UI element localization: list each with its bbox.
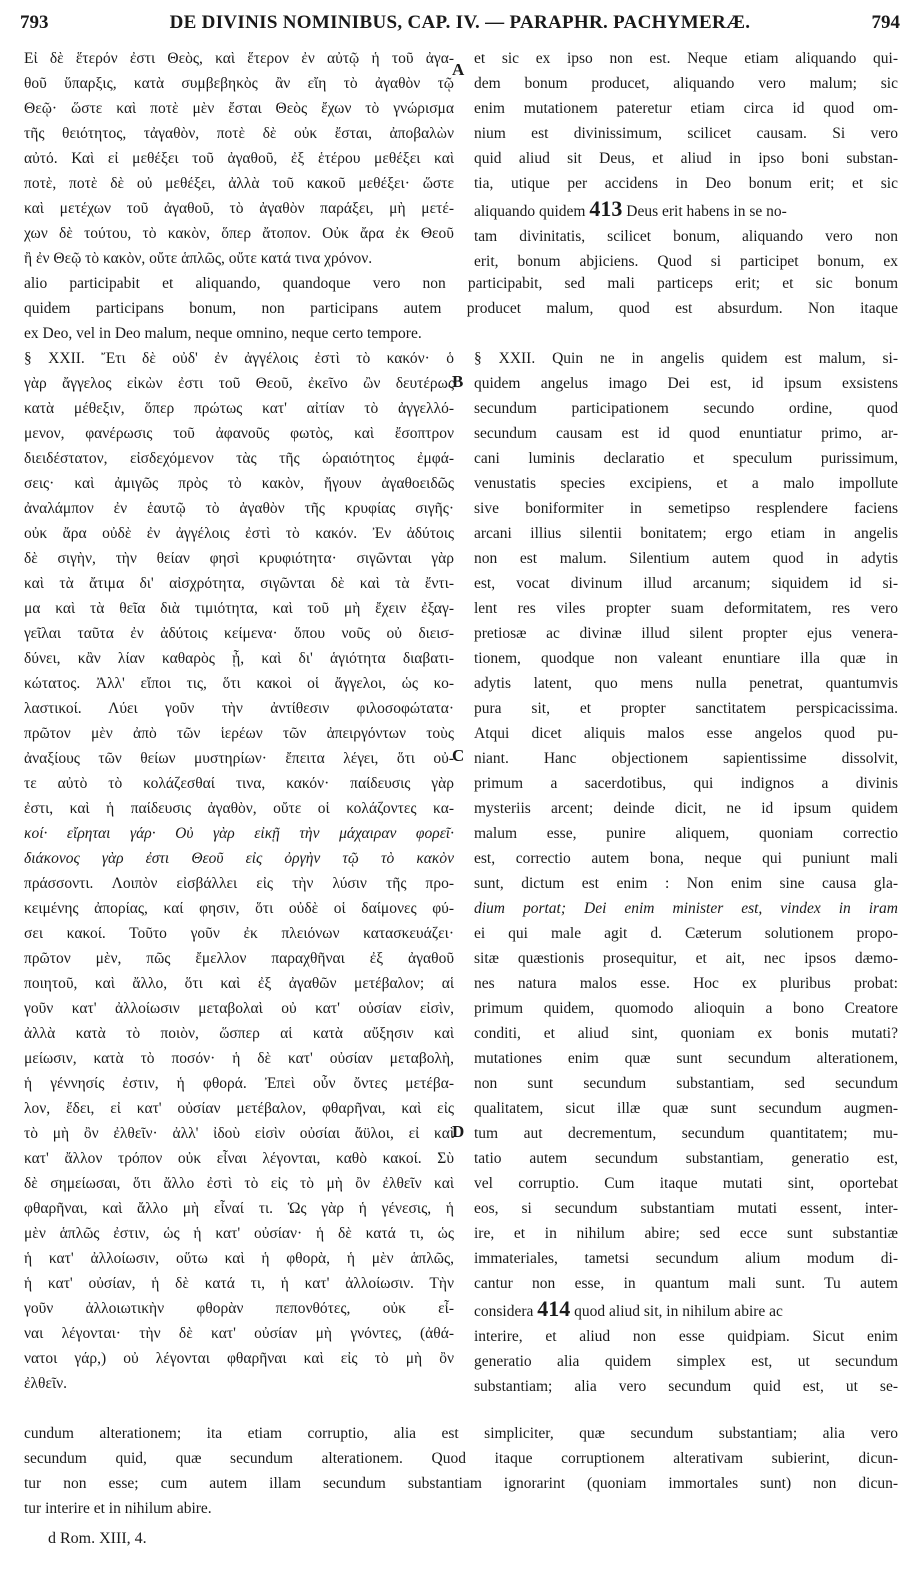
text-line: enim mutationem pateretur etiam circa id quod om- (474, 100, 898, 117)
greek-top-block (24, 46, 454, 271)
text-line: interire, et aliud non esse quidpiam. Sicut enim (474, 1328, 898, 1345)
margin-marker-c: C (452, 746, 465, 765)
text-line: ἢ ἐν Θεῷ τὸ κακὸν, οὔτε ἁπλῶς, οὔτε κατά τινα χρόνον. (24, 250, 373, 267)
text-line: ἐστι, καὶ ἡ παίδευσις ἀγαθὸν, οὔτε οἱ κολάζοντες κα- (24, 800, 454, 817)
text-line: nes natura malos esse. Hoc ex pluribus probat: (474, 975, 898, 992)
text-line: τῆς θειότητος, τἀγαθὸν, ποτὲ δὲ οὐκ ἔσται, ἀποβαλὼν (24, 125, 454, 142)
text-line: venustatis species excipiens, et a malo impollute (474, 475, 898, 492)
text-line: μενον, φανέρωσις τοῦ ἀφανοῦς φωτὸς, καὶ ἔσοπτρον (24, 425, 454, 442)
greek-main-block (24, 346, 454, 1396)
text-line: ποιητοῦ, καὶ ἄλλο, ὅτι καὶ ἐξ ἀγαθῶν μετέβαλον; αἱ (24, 975, 454, 992)
margin-marker-b: B (452, 372, 464, 391)
text-line: est, correctio autem bona, neque qui puniunt mali (474, 850, 898, 867)
column-number-414: 414 (537, 1296, 571, 1321)
text-line: tam divinitatis, scilicet bonum, aliquando vero non (474, 228, 898, 245)
text-line: γοῦν κατ' ἀλλοίωσιν μεταβολαὶ οὐ κατ' οὐσίαν εἰσὶν, (24, 1000, 454, 1017)
text-line: θοῦ ὕπαρξις, κατὰ συμβεβηκὸς ἂν εἴη τὸ ἀγαθὸν τῷ (24, 75, 454, 92)
full-width-block-1 (24, 271, 898, 346)
text-line: est, vocat divinum illud arcanum; siquidem id si- (474, 575, 898, 592)
text-line: lent res viles propter suam deformitatem, res vero (474, 600, 898, 617)
text-line: dium portat; Dei enim minister est, vindex in iram (474, 900, 898, 917)
text-line: quidem participans bonum, non participans autem producet malum, quod est absurdum. Non itaque (24, 300, 898, 317)
text-line: μείωσιν, κατὰ τὸ ποσόν· ἡ δὲ κατ' οὐσίαν μεταβολὴ, (24, 1050, 454, 1067)
text-fragment: Deus erit habens in se no- (626, 203, 787, 220)
text-line: non est malum. Silentium autem quod in adytis (474, 550, 898, 567)
text-line: οὐκ ἄρα οὐδὲ ἐν ἀγγέλοις ἐστὶ τὸ κακόν. Ἐν ἀδύτοις (24, 525, 454, 542)
text-line: qualitatem, sicut illæ quæ sunt secundum augmen- (474, 1100, 898, 1117)
text-line: mutationes enim quæ sunt secundum alterationem, (474, 1050, 898, 1067)
text-line: ἡ γέννησίς ἐστιν, ἡ φθορά. Ἐπεὶ οὖν ὄντες μετέβα- (24, 1075, 454, 1092)
text-line: κειμένης ἀπορίας, καί φησιν, ὅτι οὐδὲ οἱ δαίμονες φύ- (24, 900, 454, 917)
text-line: λον, ἔδει, εἰ κατ' οὐσίαν μετέβαλον, φθαρῆναι, καὶ εἰς (24, 1100, 454, 1117)
latin-top-block (474, 46, 898, 274)
text-line: conditi, et aliud sint, quoniam ex bonis mutati? (474, 1025, 898, 1042)
text-line: σει κακοί. Τοῦτο γοῦν ἐκ πλειόνων κατασκευάζει· (24, 925, 454, 942)
text-line: cani luminis declaratio et speculum purissimum, (474, 450, 898, 467)
text-line: ire, et in nihilum abire; sed ecce sunt substantiæ (474, 1225, 898, 1242)
text-line: ἀναξίους τῶν θείων μυστηρίων· ἔπειτα λέγει, ὅτι οὐ- (24, 750, 454, 767)
text-line: pura sit, et propter sanctitatem perspicacissima. (474, 700, 898, 717)
page-number-right: 794 (871, 12, 900, 33)
text-line: κατ' ἄλλον τρόπον οὐκ εἶναι λέγονται, καθὸ κακοί. Σὺ (24, 1150, 454, 1167)
text-line: tur interire et in nihilum abire. (24, 1500, 212, 1517)
text-line: Εἰ δὲ ἕτερόν ἐστι Θεὸς, καὶ ἕτερον ἐν αὐτῷ ἡ τοῦ ἀγα- (24, 50, 454, 67)
text-line: πρῶτον μὲν ἀπὸ τῶν ἱερέων τῶν ἀπειργόντων τοὺς (24, 725, 454, 742)
text-line: ἡ κατ' ἀλλοίωσιν, οὕτω καὶ ἡ φθορὰ, ἡ μὲν ἁπλῶς, (24, 1250, 454, 1267)
text-line: § XXII. Quin ne in angelis quidem est malum, si- (474, 350, 898, 367)
text-line (474, 196, 898, 224)
footnote: d Rom. XIII, 4. (48, 1530, 147, 1547)
text-line: κώτατος. Ἀλλ' εἴποι τις, ὅτι κακοὶ οἱ ἄγγελοι, ὡς κο- (24, 675, 454, 692)
text-line: tionem, quodque non valeant enuntiare illa quæ in (474, 650, 898, 667)
text-line: sitæ quæstionis prosequitur, et ait, nec ipsos dæmo- (474, 950, 898, 967)
text-line: ποτὲ, ποτὲ δὲ οὐ μεθέξει, ἀλλὰ τοῦ κακοῦ μεθέξει· ὥστε (24, 175, 454, 192)
text-line: τὸ μὴ ὂν ἐλθεῖν· ἀλλ' ἰδοὺ εἰσὶν οὐσίαι ἄϋλοι, εἰ καὶ (24, 1125, 454, 1142)
text-line: immateriales, tametsi secundum alium modum di- (474, 1250, 898, 1267)
text-line: cantur non esse, in quantum mali sunt. Tu autem (474, 1275, 898, 1292)
text-line: adytis latent, quo mens nulla penetrat, quantumvis (474, 675, 898, 692)
text-line: erit, bonum abjiciens. Quod si participet bonum, ex (474, 253, 898, 270)
text-line: primum quidem, quomodo alioquin a bono Creatore (474, 1000, 898, 1017)
text-line: arcani illius silentii bonitatem; ergo etiam in angelis (474, 525, 898, 542)
text-line: tur non esse; cum autem illam secundum substantiam ignorarint (quoniam immortales sunt) non dicun- (24, 1475, 898, 1492)
running-header (20, 8, 900, 38)
text-line: quid aliud sit Deus, et aliud in ipso boni substan- (474, 150, 898, 167)
text-line: νατοι γάρ,) οὐ λέγονται φθαρῆναι καὶ εἰς τὸ μὴ ὂν (24, 1350, 454, 1367)
text-line: secundum causam est id quod enuntiatur primo, ar- (474, 425, 898, 442)
page-number-left: 793 (20, 12, 49, 33)
text-line: nium est divinissimum, scilicet causam. Si vero (474, 125, 898, 142)
margin-marker-d: D (452, 1122, 465, 1141)
text-line: cundum alterationem; ita etiam corruptio, alia est simpliciter, quæ secundum substantiam; alia vero (24, 1425, 898, 1442)
text-fragment: considera (474, 1303, 534, 1320)
text-line: Atqui dicet aliquis malos esse angelos quod pu- (474, 725, 898, 742)
text-line: tia, utique per accidens in Deo bonum erit; et sic (474, 175, 898, 192)
text-line: ναι λέγονται· τὴν δὲ κατ' οὐσίαν μὴ γνόντες, (ἀθά- (24, 1325, 454, 1342)
text-line: non sunt secundum substantiam, sed secundum (474, 1075, 898, 1092)
text-line: γοῦν ἀλλοιωτικὴν φθορὰν πεπονθότες, οὐκ εἶ- (24, 1300, 454, 1317)
text-line: δὲ σιγὴν, τὴν θείαν φησὶ κρυφιότητα· σιγῶνται γὰρ (24, 550, 454, 567)
full-width-block-2 (24, 1421, 898, 1521)
text-line: μα καὶ τὰ θεῖα διὰ τιμιότητα, καὶ τοῦ μὴ ἔχειν ἐξαγ- (24, 600, 454, 617)
text-line: mysteriis arcent; deinde dicit, ne id ipsum quidem (474, 800, 898, 817)
text-line: τε αὐτὸ τὸ κολάζεσθαί τινα, κακόν· παίδευσις γὰρ (24, 775, 454, 792)
text-fragment: quod aliud sit, in nihilum abire ac (574, 1303, 783, 1320)
text-line: generatio alia quidem simplex est, ut secundum (474, 1353, 898, 1370)
text-line: tum aut decrementum, secundum quantitatem; mu- (474, 1125, 898, 1142)
text-line: malum esse, punire aliquem, quoniam correctio (474, 825, 898, 842)
text-line: ἀλλὰ κατὰ τὸ ποιὸν, ὥσπερ αἱ κατὰ αὔξησιν καὶ (24, 1025, 454, 1042)
text-line: διάκονος γὰρ ἐστι Θεοῦ εἰς ὀργὴν τῷ τὸ κακὸν (24, 850, 454, 867)
text-line: πράσσοντι. Λοιπὸν εἰσβάλλει εἰς τὴν λύσιν τῆς προ- (24, 875, 454, 892)
text-line: ex Deo, vel in Deo malum, neque omnino, neque certo tempore. (24, 325, 422, 342)
latin-main-block (474, 346, 898, 1399)
text-line: αὐτό. Καὶ εἰ μεθέξει τοῦ ἀγαθοῦ, ἐξ ἑτέρου μεθέξει καὶ (24, 150, 454, 167)
margin-marker-a: A (452, 60, 465, 79)
text-line: μὲν ἁπλῶς ἐστιν, ὡς ἡ κατ' οὐσίαν· ἡ δὲ κατά τι, ὡς (24, 1225, 454, 1242)
text-line: tatio autem secundum substantiam, generatio est, (474, 1150, 898, 1167)
text-line: καὶ μετέχων τοῦ ἀγαθοῦ, τὸ ἀγαθὸν παράξει, μὴ μετέ- (24, 200, 454, 217)
text-line: χων δὲ τούτου, τὸ κακὸν, ὅπερ ἄτοπον. Οὐκ ἄρα ἐκ Θεοῦ (24, 225, 454, 242)
text-fragment: aliquando quidem (474, 203, 586, 220)
text-line: ἡ κατ' οὐσίαν, ἡ δὲ κατά τι, ἡ κατ' ἀλλοίωσιν. Τὴν (24, 1275, 454, 1292)
text-line: quidem angelus imago Dei est, id ipsum exsistens (474, 375, 898, 392)
text-line (474, 1296, 898, 1324)
text-line: κατὰ μέθεξιν, ὅπερ πρώτως κατ' αἰτίαν τὸ ἀγγελλό- (24, 400, 454, 417)
text-line: secundum quid, quæ secundum alterationem. Quod itaque corruptionem alterativam subierint, dicun- (24, 1450, 898, 1467)
running-title: DE DIVINIS NOMINIBUS, CAP. IV. — PARAPHR. PACHYMERÆ. (169, 12, 751, 33)
text-line: φθαρῆναι, καὶ ἄλλο μὴ εἶναί τι. Ὡς γὰρ ἡ γένεσις, ἡ (24, 1200, 454, 1217)
text-line: sunt, dictum est enim : Non enim sine causa gla- (474, 875, 898, 892)
text-line: substantiam; alia vero secundum quid est, ut se- (474, 1378, 898, 1395)
text-line: πρῶτον μὲν, πῶς ἔμελλον παραχθῆναι ἐξ ἀγαθοῦ (24, 950, 454, 967)
column-number-413: 413 (589, 196, 623, 221)
text-line: secundum participationem secundo ordine, quod (474, 400, 898, 417)
text-line: ἐλθεῖν. (24, 1375, 68, 1392)
text-line: eos, si secundum substantiam mutati essent, inter- (474, 1200, 898, 1217)
text-line: διειδέστατον, εἰσδεχόμενον τὰς τῆς ὡραιότητος ἐμφά- (24, 450, 454, 467)
text-line: pretiosæ ac divinæ illud silent propter ejus venera- (474, 625, 898, 642)
text-line: λαστικοί. Λύει γοῦν τὴν ἀντίθεσιν φιλοσοφώτατα· (24, 700, 454, 717)
text-line: σεις· καὶ ἀμιγῶς πρὸς τὸ κακὸν, ἤγουν ἀγαθοειδῶς (24, 475, 454, 492)
text-line: γὰρ ἄγγελος εἰκὼν ἐστι τοῦ Θεοῦ, ἐκεῖνο ὢν δευτέρως (24, 375, 454, 392)
text-line: γεῖλαι ταῦτα ἐν ἀδύτοις κείμενα· ὅπου νοῦς οὐ διεισ- (24, 625, 454, 642)
text-line: et sic ex ipso non est. Neque etiam aliquando qui- (474, 50, 898, 67)
text-line: κοί· εἴρηται γάρ· Οὐ γὰρ εἰκῇ τὴν μάχαιραν φορεῖ· (24, 825, 454, 842)
text-line: niant. Hanc objectionem sapientissime dissolvit, (474, 750, 898, 767)
text-line: Θεῷ· ὥστε καὶ ποτὲ μὲν ἔσται Θεὸς ἔχων τὸ γνώρισμα (24, 100, 454, 117)
text-line: alio participabit et aliquando, quandoque vero non participabit, sed mali particeps erit; et sic bonum (24, 275, 898, 292)
text-line: dem bonum producet, aliquando vero malum; sic (474, 75, 898, 92)
text-line: δὲ σημείωσαι, ὅτι ἄλλο ἐστὶ τὸ εἰς τὸ μὴ ὂν ἐλθεῖν καὶ (24, 1175, 454, 1192)
text-line: vel corruptio. Cum itaque mutati sint, oportebat (474, 1175, 898, 1192)
text-line: δύνει, κἂν λίαν καθαρὸς ᾖ, καὶ δι' ἁγιότητα διαβατι- (24, 650, 454, 667)
text-line: primum a sacerdotibus, qui indignos a divinis (474, 775, 898, 792)
text-line: ἀναλάμπον ἐν ἑαυτῷ τὸ ἀγαθὸν τῆς κρυφίας σιγῆς· (24, 500, 454, 517)
text-line: sive boniformiter in semetipso resplendere faciens (474, 500, 898, 517)
text-line: § XXII. Ἔτι δὲ οὐδ' ἐν ἀγγέλοις ἐστὶ τὸ κακόν· ὁ (24, 350, 454, 367)
text-line: καὶ τὰ ἄτιμα δι' αἰσχρότητα, σιγῶνται δὲ καὶ τὰ ἔντι- (24, 575, 454, 592)
text-line: ei qui male agit d. Cæterum solutionem propo- (474, 925, 898, 942)
